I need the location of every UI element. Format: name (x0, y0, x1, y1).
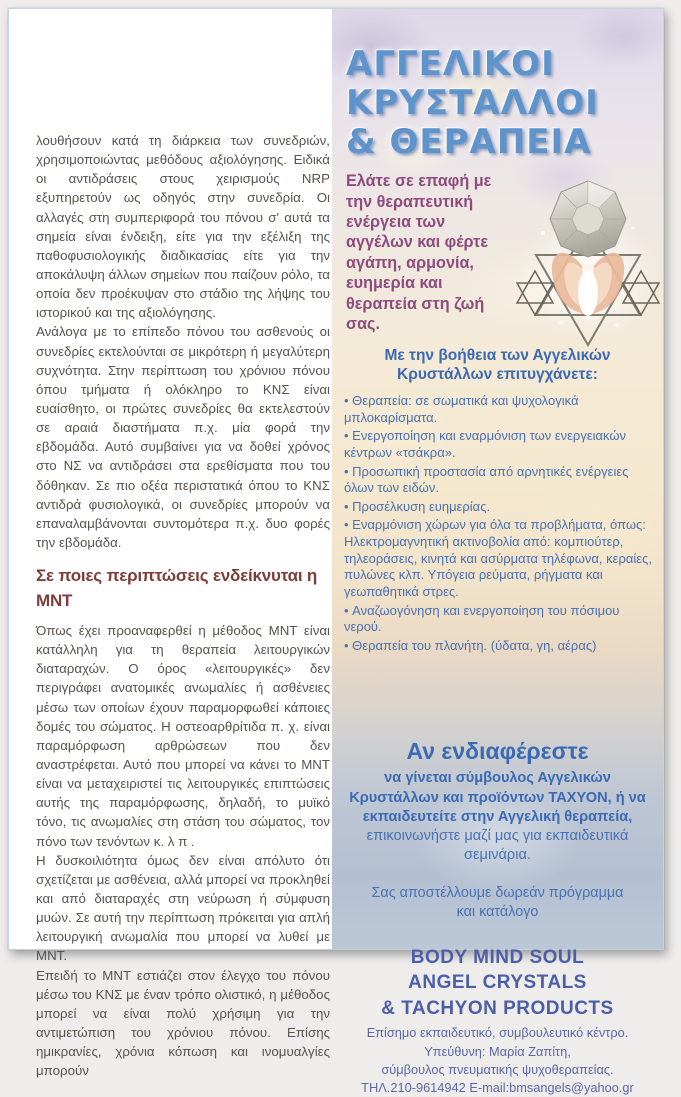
brand-line: & TACHYON PRODUCTS (381, 997, 614, 1019)
brand-block (332, 945, 663, 1022)
benefits-heading: Με την βοήθεια των Αγγελικών Κρυστάλλων επιτυγχάνετε: (384, 347, 611, 384)
advert-intro-text: Ελάτε σε επαφή με την θεραπευτική ενέργεια των αγγέλων και φέρτε αγάπη, αρμονία, ευημερία και θεραπεία στη ζωή σας. (346, 172, 492, 334)
article-paragraph: λουθήσουν κατά τη διάρκεια των συνεδριών, χρησιμοποιώντας μεθόδους αξιολόγησης. Ειδικά οι αντιδράσεις στους χειρισμούς NRP εξυπηρετούν ως οδηγός στην συνεδρία. Οι αλλαγές στη συμπεριφορά του πόνου σ' αυτά τα σημεία είναι ένδειξη, είτε για την εξέλιξη της παθοφυσιολογικής διαδικασίας είτε για την αποκάλυψη άλλων σημείων που παίζουν ρόλο, τα οποία δεν προέκυψαν στο στάδιο της λήψης του ιστορικού και της αξιολόγησης. (36, 133, 330, 321)
benefits-list (332, 393, 663, 654)
info-line: Υπεύθυνη: Μαρία Ζαπίτη, (424, 1043, 571, 1059)
article-column (36, 131, 330, 1080)
brand-line: BODY MIND SOUL (410, 946, 585, 968)
benefit-item: • Εναρμόνιση χώρων για όλα τα προβλήματα, όπως: Ηλεκτρομαγνητική ακτινοβολία από: κομπιούτερ, τηλεοράσεις, κινητά και ασύρματα τηλέφωνα, κεραίες, πυλώνες κλπ. Υπόγεια ρεύματα, ρήγματα και γεωπαθητικά στρες. (344, 517, 655, 600)
intro-row (332, 171, 663, 343)
advert-title-line: & ΘΕΡΑΠΕΙΑ (346, 121, 592, 162)
brand-line: ANGEL CRYSTALS (408, 972, 587, 994)
benefit-item: • Προσέλκυση ευημερίας. (344, 499, 655, 516)
cta-section (332, 738, 663, 865)
benefit-item: • Θεραπεία του πλανήτη. (ύδατα, γη, αέρας) (344, 638, 655, 655)
cta-text-bold: να γίνεται σύμβουλος Αγγελικών Κρυστάλλων και προϊόντων ΤΑΧΥΟΝ, ή να εκπαιδευτείτε στην Αγγελική θεραπεία, (349, 770, 646, 825)
contact-phone-email: ΤΗΛ.210-9614942 E-mail:bmsangels@yahoo.gr (361, 1079, 634, 1095)
advert-title-line: ΑΓΓΕΛΙΚΟΙ (346, 44, 555, 84)
article-section-heading: Σε ποιες περιπτώσεις ενδείκνυται η ΜΝΤ (36, 566, 318, 610)
crystal-gem (550, 181, 626, 257)
benefit-item: • Προσωπική προστασία από αρνητικές ενέργειες όλων των ειδών. (344, 464, 655, 497)
info-line: σύμβουλος πνευματικής ψυχοθεραπείας. (381, 1061, 614, 1077)
advert-title-line: ΚΡΥΣΤΑΛΛΟΙ (346, 82, 599, 123)
contact-info-block (332, 1024, 663, 1097)
article-paragraph: Ανάλογα με το επίπεδο πόνου του ασθενούς οι συνεδρίες εκτελούνται σε μικρότερη ή μεγαλύτερη συχνότητα. Στην περίπτωση του χρόνιου πόνου όπου τμήματα ή ολόκληρο το ΚΝΣ είναι ευαίσθητο, οι πρώτες συνεδρίες θα εκτελεστούν σε αραιά διαστήματα π.χ. μία φορά την εβδομάδα. Αυτό συμβαίνει για να δοθεί χρόνος στο ΝΣ να αντιδράσει στα ερεθίσματα που του δόθηκαν. Σε πιο οξέα περιστατικά όπου το ΚΝΣ αντιδρά φυσιολογικά, οι συνεδρίες μπορούν να επαναλαμβάνονται συντομότερα π.χ. δυο φορές την εβδομάδα. (36, 324, 330, 550)
article-paragraph: Η δυσκοιλιότητα όμως δεν είναι απόλυτο ότι σχετίζεται με ασθένεια, αλλά μπορεί να προκληθεί και από διαταραχές στη νεύρωση ή σύμφυση μυών. Σε αυτή την περίπτωση πρόκειται για απλή λειτουργική ανωμαλία που μπορεί να λυθεί με ΜΝΤ. (36, 852, 330, 964)
benefit-item: • Θεραπεία: σε σωματικά και ψυχολογικά μπλοκαρίσματα. (344, 393, 655, 426)
cta-text-regular: επικοινωνήστε μαζί μας για εκπαιδευτικά σεμινάρια. (366, 828, 629, 864)
info-line: Επίσημο εκπαιδευτικό, συμβουλευτικό κέντρο. (366, 1025, 629, 1041)
magazine-page (8, 8, 664, 1095)
article-paragraph: Όπως έχει προαναφερθεί η μέθοδος ΜΝΤ είναι κατάλληλη για τη θεραπεία λειτουργικών διαταραχών. Ο όρος «λειτουργικές» δεν περιγράφει ανατομικές ανωμαλίες ή ασθένειες μέσω των οποίων έχουν παραμορφωθεί κάποιες δομές του σώματος. Η οστεοαρθρίτιδα π. χ. είναι παραμόρφωση αρθρώσεων που δεν αναστρέφεται. Αυτό που μπορεί να κάνει το ΜΝΤ είναι να μεταχειριστεί τις λειτουργικές επιπτώσεις αυτής της παραμόρφωσης, δηλαδή, το μυϊκό τόνο, τις ανωμαλίες στη στάση του σώματος, τον πόνο των τενόντων κ. λ π . (36, 623, 330, 849)
benefit-item: • Αναζωογόνηση και ενεργοποίηση του πόσιμου νερού. (344, 603, 655, 636)
advert-title (346, 45, 663, 161)
benefit-item: • Ενεργοποίηση και εναρμόνιση των ενεργειακών κέντρων «τσάκρα». (344, 428, 655, 461)
advert-panel (332, 9, 663, 1095)
angel-crystal-image (513, 173, 663, 343)
free-offer-text: Σας αποστέλλουμε δωρεάν πρόγραμμα και κατάλογο (371, 884, 624, 921)
cta-text (346, 769, 650, 865)
cta-heading: Αν ενδιαφέρεστε (406, 738, 589, 765)
article-paragraph: Επειδή το ΜΝΤ εστιάζει στον έλεγχο του πόνου μέσω του ΚΝΣ με έναν τρόπο ολιστικό, η μέθοδος μπορεί να είναι πολύ χρήσιμη για την αντιμετώπιση του χρόνιου πόνου. Επίσης ημικρανίες, χρόνια κόπωση και ινομυαλγίες μπορούν (36, 967, 330, 1079)
